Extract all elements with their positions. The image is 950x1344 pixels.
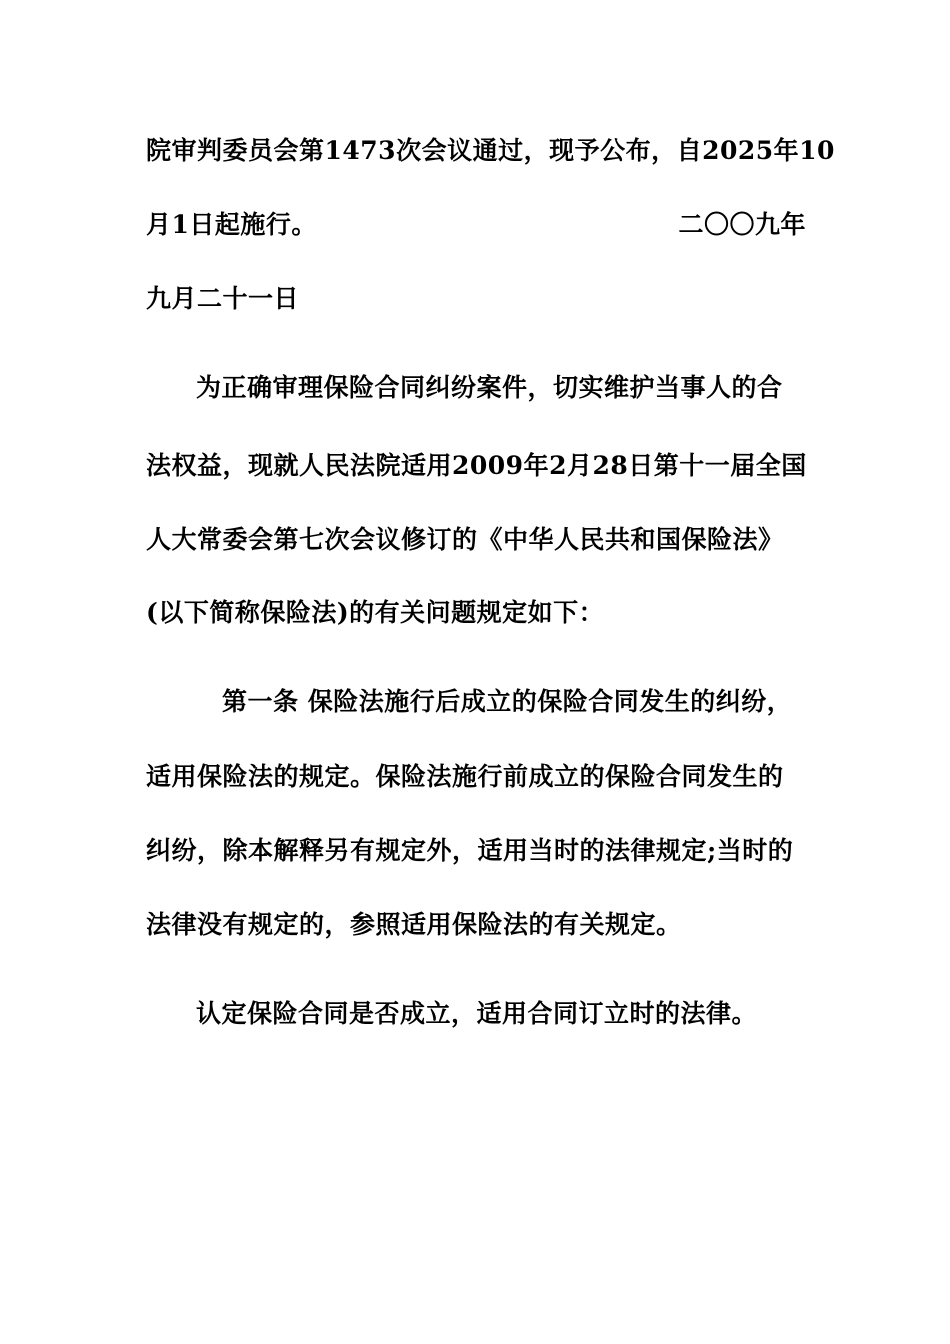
text-line xyxy=(146,598,806,628)
text-line xyxy=(146,525,806,555)
text-line-content: 为正确审理保险合同纠纷案件，切实维护当事人的合 xyxy=(196,373,783,402)
text-line-content: 适用保险法的规定。保险法施行前成立的保险合同发生的 xyxy=(146,762,784,791)
text-line xyxy=(146,451,806,481)
text-line xyxy=(146,836,806,866)
text-line-content: 纠纷，除本解释另有规定外，适用当时的法律规定;当时的 xyxy=(146,836,794,865)
text-line-content: 院审判委员会第1473次会议通过，现予公布，自2025年10 xyxy=(146,136,835,165)
text-line-content: 法权益，现就人民法院适用2009年2月28日第十一届全国 xyxy=(146,451,807,480)
date-month-day: 九月二十一日 xyxy=(146,284,300,313)
text-line-content: 人大常委会第七次会议修订的《中华人民共和国保险法》 xyxy=(146,525,784,554)
article-heading-line xyxy=(222,687,806,717)
paragraph-start xyxy=(196,999,806,1029)
date-year: 二〇〇九年 xyxy=(678,210,806,239)
text-line xyxy=(146,762,806,792)
text-line xyxy=(146,910,806,940)
text-line-content: 月1日起施行。 xyxy=(146,210,317,239)
text-line-content: 认定保险合同是否成立，适用合同订立时的法律。 xyxy=(196,999,758,1028)
paragraph-start xyxy=(196,373,806,403)
text-line xyxy=(146,284,806,314)
text-line xyxy=(146,210,806,240)
text-line xyxy=(146,136,835,166)
text-line-content: (以下简称保险法)的有关问题规定如下： xyxy=(146,598,605,627)
text-line-content: 法律没有规定的，参照适用保险法的有关规定。 xyxy=(146,910,682,939)
text-line-content: 第一条 保险法施行后成立的保险合同发生的纠纷， xyxy=(222,687,793,716)
